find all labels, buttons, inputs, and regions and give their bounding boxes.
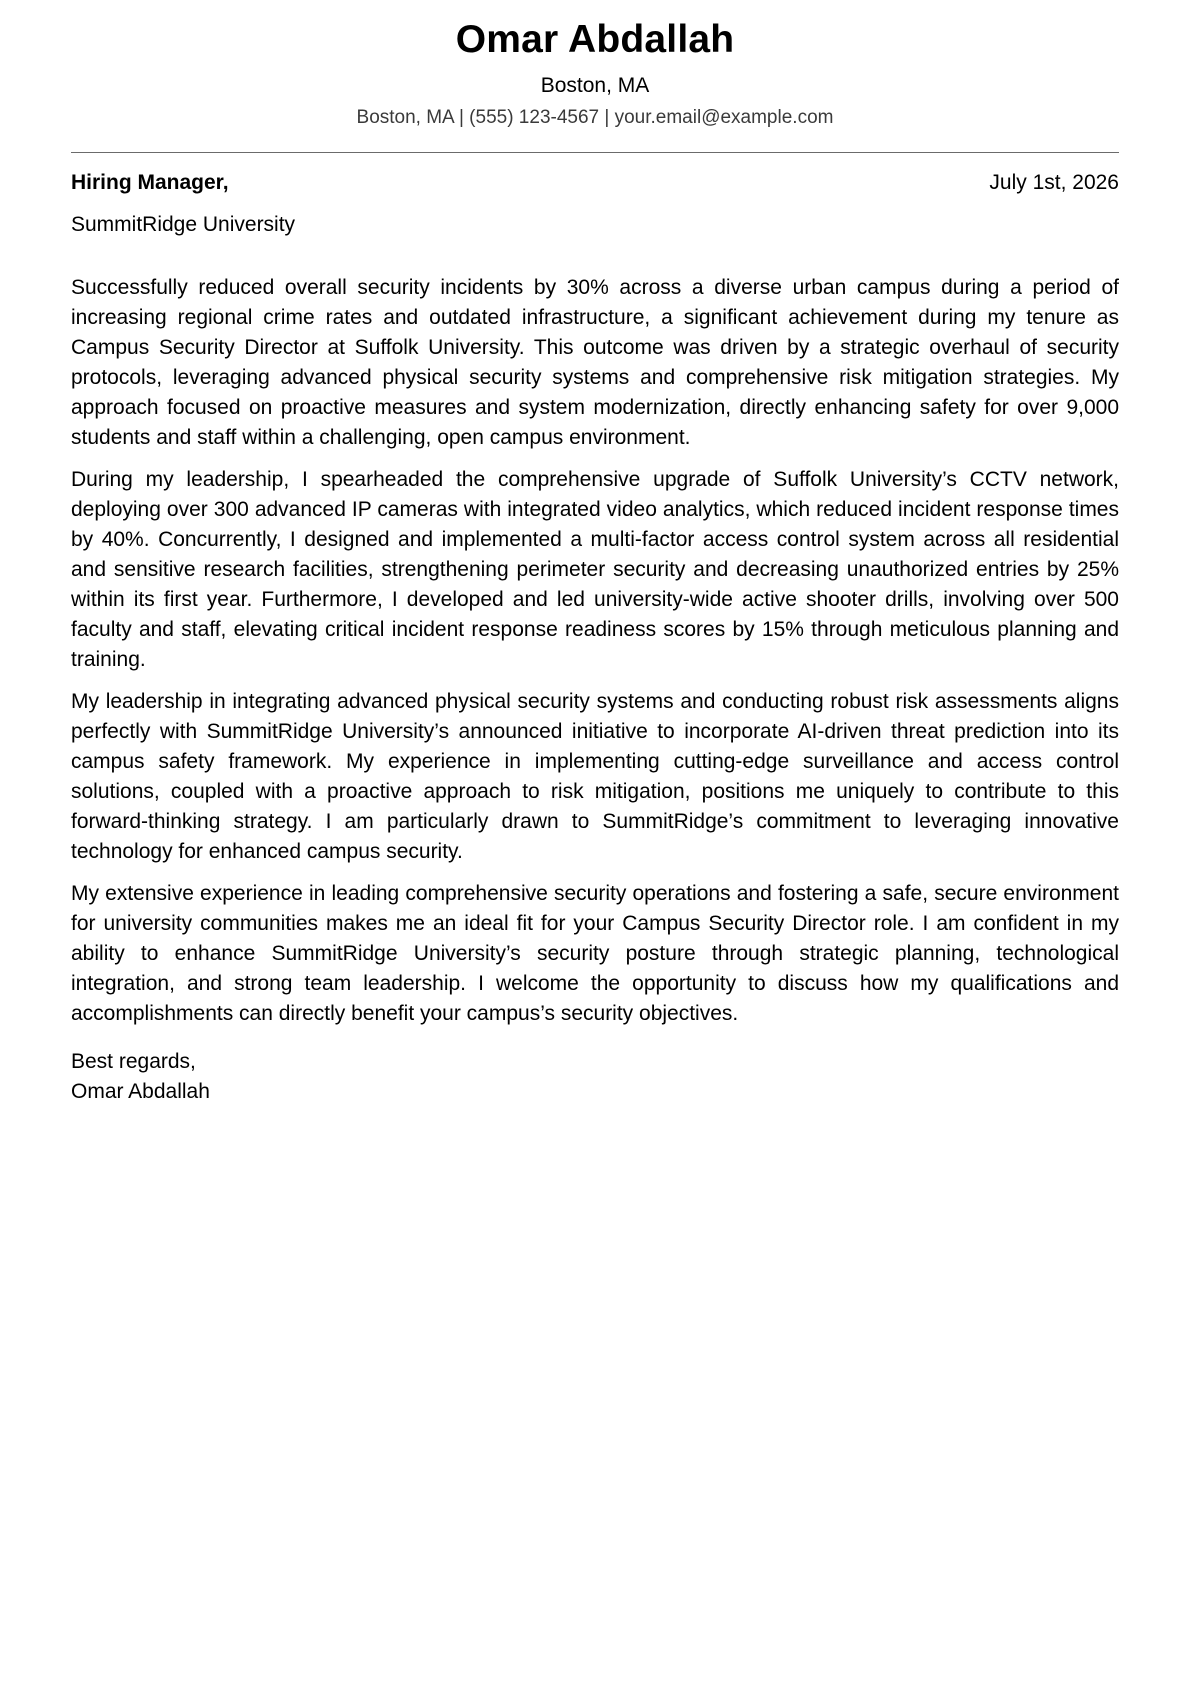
sender-location: Boston, MA <box>540 74 650 97</box>
sender-name: Omar Abdallah <box>455 18 735 61</box>
letter-closing <box>71 1047 1119 1107</box>
recipient-company: SummitRidge University <box>71 213 296 236</box>
sender-contact-line: Boston, MA | (555) 123-4567 | your.email@example.com <box>356 107 834 128</box>
letter-date: July 1st, 2026 <box>989 171 1119 194</box>
body-paragraph: My leadership in integrating advanced physical security systems and conducting robust risk assessments aligns perfectly with SummitRidge University’s announced initiative to incorporate AI-driven threat prediction into its campus safety framework. My experience in implementing cutting-edge surveillance and access control solutions, coupled with a proactive approach to risk mitigation, positions me uniquely to contribute to this forward-thinking strategy. I am particularly drawn to SummitRidge’s commitment to leveraging innovative technology for enhanced campus security. <box>71 690 1119 863</box>
header-divider <box>71 152 1119 153</box>
valediction: Best regards, <box>71 1050 196 1073</box>
recipient-salutation: Hiring Manager, <box>71 171 229 194</box>
letter-header <box>71 0 1119 131</box>
body-paragraph: Successfully reduced overall security incidents by 30% across a diverse urban campus during a period of increasing regional crime rates and outdated infrastructure, a significant achievement during my tenure as Campus Security Director at Suffolk University. This outcome was driven by a strategic overhaul of security protocols, leveraging advanced physical security systems and comprehensive risk mitigation strategies. My approach focused on proactive measures and system modernization, directly enhancing safety for over 9,000 students and staff within a challenging, open campus environment. <box>71 276 1119 449</box>
body-paragraph: During my leadership, I spearheaded the comprehensive upgrade of Suffolk University’s CCTV network, deploying over 300 advanced IP cameras with integrated video analytics, which reduced incident response times by 40%. Concurrently, I designed and implemented a multi-factor access control system across all residential and sensitive research facilities, strengthening perimeter security and decreasing unauthorized entries by 25% within its first year. Furthermore, I developed and led university-wide active shooter drills, involving over 500 faculty and staff, elevating critical incident response readiness scores by 15% through meticulous planning and training. <box>71 468 1119 671</box>
letter-body <box>71 273 1119 1029</box>
signature-name: Omar Abdallah <box>71 1080 210 1103</box>
recipient-row <box>71 169 1119 197</box>
body-paragraph: My extensive experience in leading comprehensive security operations and fostering a safe, secure environment for university communities makes me an ideal fit for your Campus Security Director role. I am confident in my ability to enhance SummitRidge University’s security posture through strategic planning, technological integration, and strong team leadership. I welcome the opportunity to discuss how my qualifications and accomplishments can directly benefit your campus’s security objectives. <box>71 882 1119 1025</box>
